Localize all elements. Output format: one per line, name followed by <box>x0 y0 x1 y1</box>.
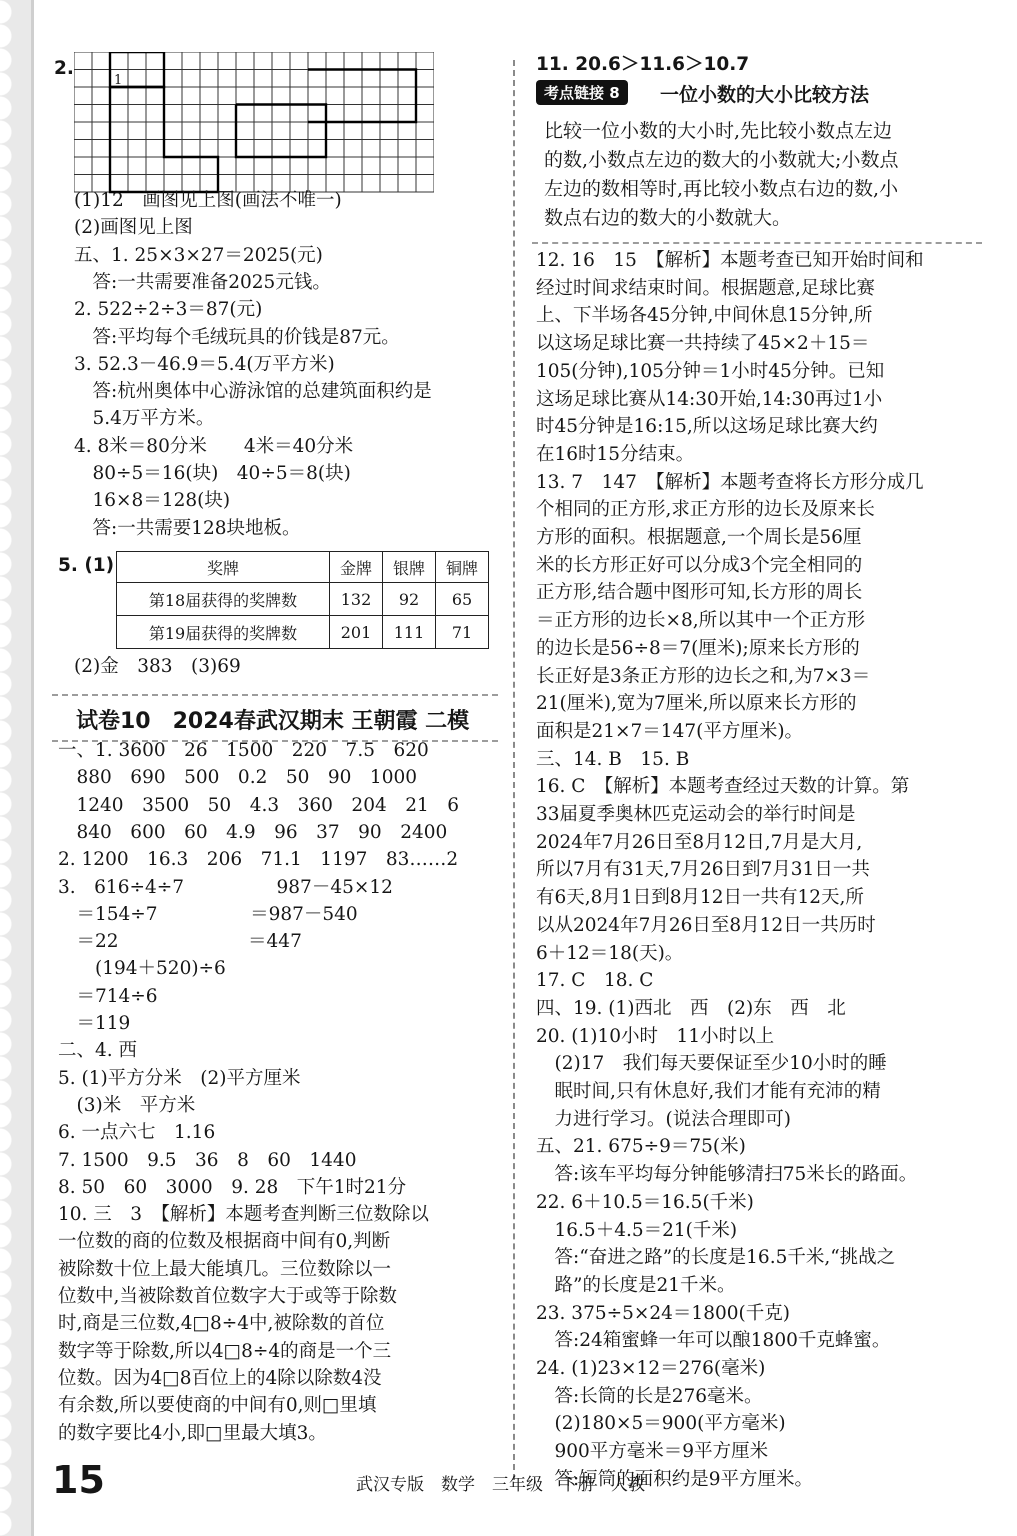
answer-line: ＝714÷6 <box>58 985 158 1007</box>
answer-line: (1)12 画图见上图(画法不唯一) <box>74 190 342 211</box>
key-point-line: 的数,小数点左边的数大的小数就大;小数点 <box>544 149 899 171</box>
answer-line: 6. 一点六七 1.16 <box>58 1122 216 1144</box>
answer-line: 时45分钟是16:15,所以这场足球比赛大约 <box>536 416 878 438</box>
table-row <box>117 583 489 616</box>
key-point-badge: 考点链接 8 <box>536 80 628 105</box>
answer-line: 22. 6＋10.5＝16.5(千米) <box>536 1191 754 1213</box>
table-row <box>117 616 489 649</box>
answer-line: 个相同的正方形,求正方形的边长及原来长 <box>536 499 875 521</box>
column-divider <box>513 60 515 1480</box>
answer-line: 正方形,结合题中图形可知,长方形的周长 <box>536 582 863 604</box>
answer-line: 位数。因为4□8百位上的4除以除数4没 <box>58 1367 382 1389</box>
answer-line: 33届夏季奥林匹克运动会的举行时间是 <box>536 804 856 825</box>
answer-line: 方形的面积。根据题意,一个周长是56厘 <box>536 527 862 548</box>
answer-line: (3)米 平方米 <box>58 1094 196 1116</box>
grid-svg <box>74 52 434 194</box>
answer-line: 900平方毫米＝9平方厘米 <box>536 1441 769 1463</box>
paper-title: 试卷10 2024春武汉期末 王朝霞 二模 <box>76 709 470 734</box>
table-header: 银牌 <box>383 552 436 583</box>
answer-line: ＝22 ＝447 <box>58 931 302 953</box>
answer-line: 16. C 【解析】本题考查经过天数的计算。第 <box>536 776 910 798</box>
key-point-title: 一位小数的大小比较方法 <box>660 84 870 106</box>
answer-line: 2. 522÷2÷3＝87(元) <box>74 299 263 321</box>
answer-line: 17. C 18. C <box>536 970 654 992</box>
answer-line: 3. 52.3－46.9＝5.4(万平方米) <box>74 353 335 375</box>
answer-line: 5. (1)平方分米 (2)平方厘米 <box>58 1067 301 1089</box>
q2-label: 2. <box>54 58 74 79</box>
q5-label: 5. (1) <box>58 555 115 576</box>
answer-line: 这场足球比赛从14:30开始,14:30再过1小 <box>536 388 883 410</box>
answer-line: 的数字要比4小,即□里最大填3。 <box>58 1422 327 1444</box>
answer-line: 二、4. 西 <box>58 1040 138 1062</box>
answer-line: 答:一共需要128块地板。 <box>74 517 301 539</box>
table-header: 铜牌 <box>436 552 489 583</box>
answer-line: 13. 7 147 【解析】本题考查将长方形分成几 <box>536 471 924 493</box>
answer-line: (2)17 我们每天要保证至少10小时的睡 <box>536 1053 887 1075</box>
page-number: 15 <box>52 1458 105 1502</box>
page-edge-decoration <box>0 0 34 1536</box>
table-header: 金牌 <box>330 552 383 583</box>
drawn-shape <box>236 105 326 158</box>
table-cell: 132 <box>330 583 383 616</box>
answer-line: 答:一共需要准备2025元钱。 <box>74 271 331 293</box>
table-cell: 第18届获得的奖牌数 <box>117 583 330 616</box>
answer-line: (2)画图见上图 <box>74 217 193 239</box>
answer-line: 在16时15分结束。 <box>536 443 695 465</box>
key-point-line: 数点右边的数大的小数就大。 <box>544 207 792 229</box>
answer-line: 三、14. B 15. B <box>536 748 690 770</box>
table-cell: 65 <box>436 583 489 616</box>
answer-line: 10. 三 3 【解析】本题考查判断三位数除以 <box>58 1204 429 1226</box>
answer-line: 5.4万平方米。 <box>74 408 215 430</box>
answer-line: 面积是21×7＝147(平方厘米)。 <box>536 720 804 742</box>
answer-line: 8. 50 60 3000 9. 28 下午1时21分 <box>58 1176 407 1198</box>
table-cell: 111 <box>383 616 436 649</box>
watermark-logo <box>846 1452 996 1530</box>
table-cell: 92 <box>383 583 436 616</box>
answer-line: 一位数的商的位数及根据商中间有0,判断 <box>58 1231 391 1253</box>
answer-line: 的边长是56÷8＝7(厘米);原来长方形的 <box>536 637 860 659</box>
answer-line: 答:杭州奥体中心游泳馆的总建筑面积约是 <box>74 381 432 403</box>
answer-line: 米的长方形正好可以分成3个完全相同的 <box>536 554 863 576</box>
answer-line: 时,商是三位数,4□8÷4中,被除数的首位 <box>58 1313 385 1335</box>
answer-line: 23. 375÷5×24＝1800(千克) <box>536 1302 790 1324</box>
answer-line: 五、1. 25×3×27＝2025(元) <box>74 244 323 266</box>
answer-line: 长正好是3条正方形的边长之和,为7×3＝ <box>536 665 871 687</box>
key-point-line: 左边的数相等时,再比较小数点右边的数,小 <box>544 178 899 200</box>
answer-line: 4. 8米＝80分米 4米＝40分米 <box>74 435 354 457</box>
answer-line: 2024年7月26日至8月12日,7月是大月, <box>536 831 863 853</box>
medal-table <box>116 551 489 649</box>
answer-line: 21(厘米),宽为7厘米,所以原来长方形的 <box>536 693 857 715</box>
answer-line: 被除数十位上最大能填几。三位数除以一 <box>58 1258 392 1280</box>
answer-line: ＝154÷7 ＝987－540 <box>58 903 358 925</box>
answer-line: 1240 3500 50 4.3 360 204 21 6 <box>58 794 460 816</box>
table-header: 奖牌 <box>117 552 330 583</box>
answer-line: 3. 616÷4÷7 987－45×12 <box>58 876 393 898</box>
answer-line: 答:“奋进之路”的长度是16.5千米,“挑战之 <box>536 1247 896 1269</box>
answer-grid-drawing <box>74 52 434 194</box>
answer-line: 路”的长度是21千米。 <box>536 1274 736 1296</box>
answer-line: 7. 1500 9.5 36 8 60 1440 <box>58 1149 357 1171</box>
table-header-row <box>117 552 489 583</box>
answer-line: 6＋12＝18(天)。 <box>536 942 684 964</box>
answer-line: 答:长筒的长是276毫米。 <box>536 1385 763 1407</box>
answer-line: 所以7月有31天,7月26日到7月31日一共 <box>536 859 870 881</box>
footer-text: 武汉专版 数学 三年级 下册 人教 <box>356 1475 645 1495</box>
answer-line: 12. 16 15 【解析】本题考查已知开始时间和 <box>536 250 924 271</box>
answer-line: (2)180×5＝900(平方毫米) <box>536 1413 786 1435</box>
answer-line: 以从2024年7月26日至8月12日一共历时 <box>536 914 876 936</box>
answer-line: 840 600 60 4.9 96 37 90 2400 <box>58 821 448 843</box>
answer-line: 答:24箱蜜蜂一年可以酿1800千克蜂蜜。 <box>536 1330 891 1352</box>
table-cell: 201 <box>330 616 383 649</box>
answer-line: 眠时间,只有休息好,我们才能有充沛的精 <box>536 1081 881 1102</box>
answer-line: 有余数,所以要使商的中间有0,则□里填 <box>58 1395 377 1417</box>
answer-line: 880 690 500 0.2 50 90 1000 <box>58 767 418 789</box>
answer-line: 16.5＋4.5＝21(千米) <box>536 1219 738 1241</box>
answer-line: 20. (1)10小时 11小时以上 <box>536 1025 775 1047</box>
answer-line: 四、19. (1)西北 西 (2)东 西 北 <box>536 997 846 1019</box>
answer-line: 经过时间求结束时间。根据题意,足球比赛 <box>536 277 875 299</box>
answer-line: 16×8＝128(块) <box>74 490 231 512</box>
answer-line: (194＋520)÷6 <box>58 958 226 980</box>
answer-line: 数字等于除数,所以4□8÷4的商是一个三 <box>58 1340 392 1362</box>
answer-line: 2. 1200 16.3 206 71.1 1197 83……2 <box>58 849 459 871</box>
section-rule <box>532 242 982 244</box>
answer-line: 答:平均每个毛绒玩具的价钱是87元。 <box>74 326 400 348</box>
table-cell: 第19届获得的奖牌数 <box>117 616 330 649</box>
answer-line: 力进行学习。(说法合理即可) <box>536 1108 791 1130</box>
answer-line: 80÷5＝16(块) 40÷5＝8(块) <box>74 463 351 484</box>
answer-line: 一、1. 3600 26 1500 220 7.5 620 <box>58 740 429 761</box>
grid-mark: 1 <box>114 73 123 88</box>
key-point-line: 比较一位小数的大小时,先比较小数点左边 <box>544 120 893 142</box>
answer-line: 有6天,8月1日到8月12日一共有12天,所 <box>536 887 864 909</box>
answer-line: 以这场足球比赛一共持续了45×2＋15＝ <box>536 333 870 355</box>
answer-line: 上、下半场各45分钟,中间休息15分钟,所 <box>536 305 873 327</box>
answer-line: ＝正方形的边长×8,所以其中一个正方形 <box>536 610 866 632</box>
answer-line: 24. (1)23×12＝276(毫米) <box>536 1358 766 1379</box>
answer-line: 位数中,当被除数首位数字大于或等于除数 <box>58 1286 397 1307</box>
q11-answer: 11. 20.6＞11.6＞10.7 <box>536 54 750 75</box>
answer-line: ＝119 <box>58 1013 131 1034</box>
answer-line: 答:短筒的面积约是9平方厘米。 <box>536 1468 814 1490</box>
answer-line: 105(分钟),105分钟＝1小时45分钟。已知 <box>536 360 885 382</box>
answer-line: 五、21. 675÷9＝75(米) <box>536 1136 746 1158</box>
q5-rest: (2)金 383 (3)69 <box>74 656 241 677</box>
table-cell: 71 <box>436 616 489 649</box>
answer-line: 答:该车平均每分钟能够清扫75米长的路面。 <box>536 1164 918 1186</box>
section-rule <box>52 694 498 696</box>
